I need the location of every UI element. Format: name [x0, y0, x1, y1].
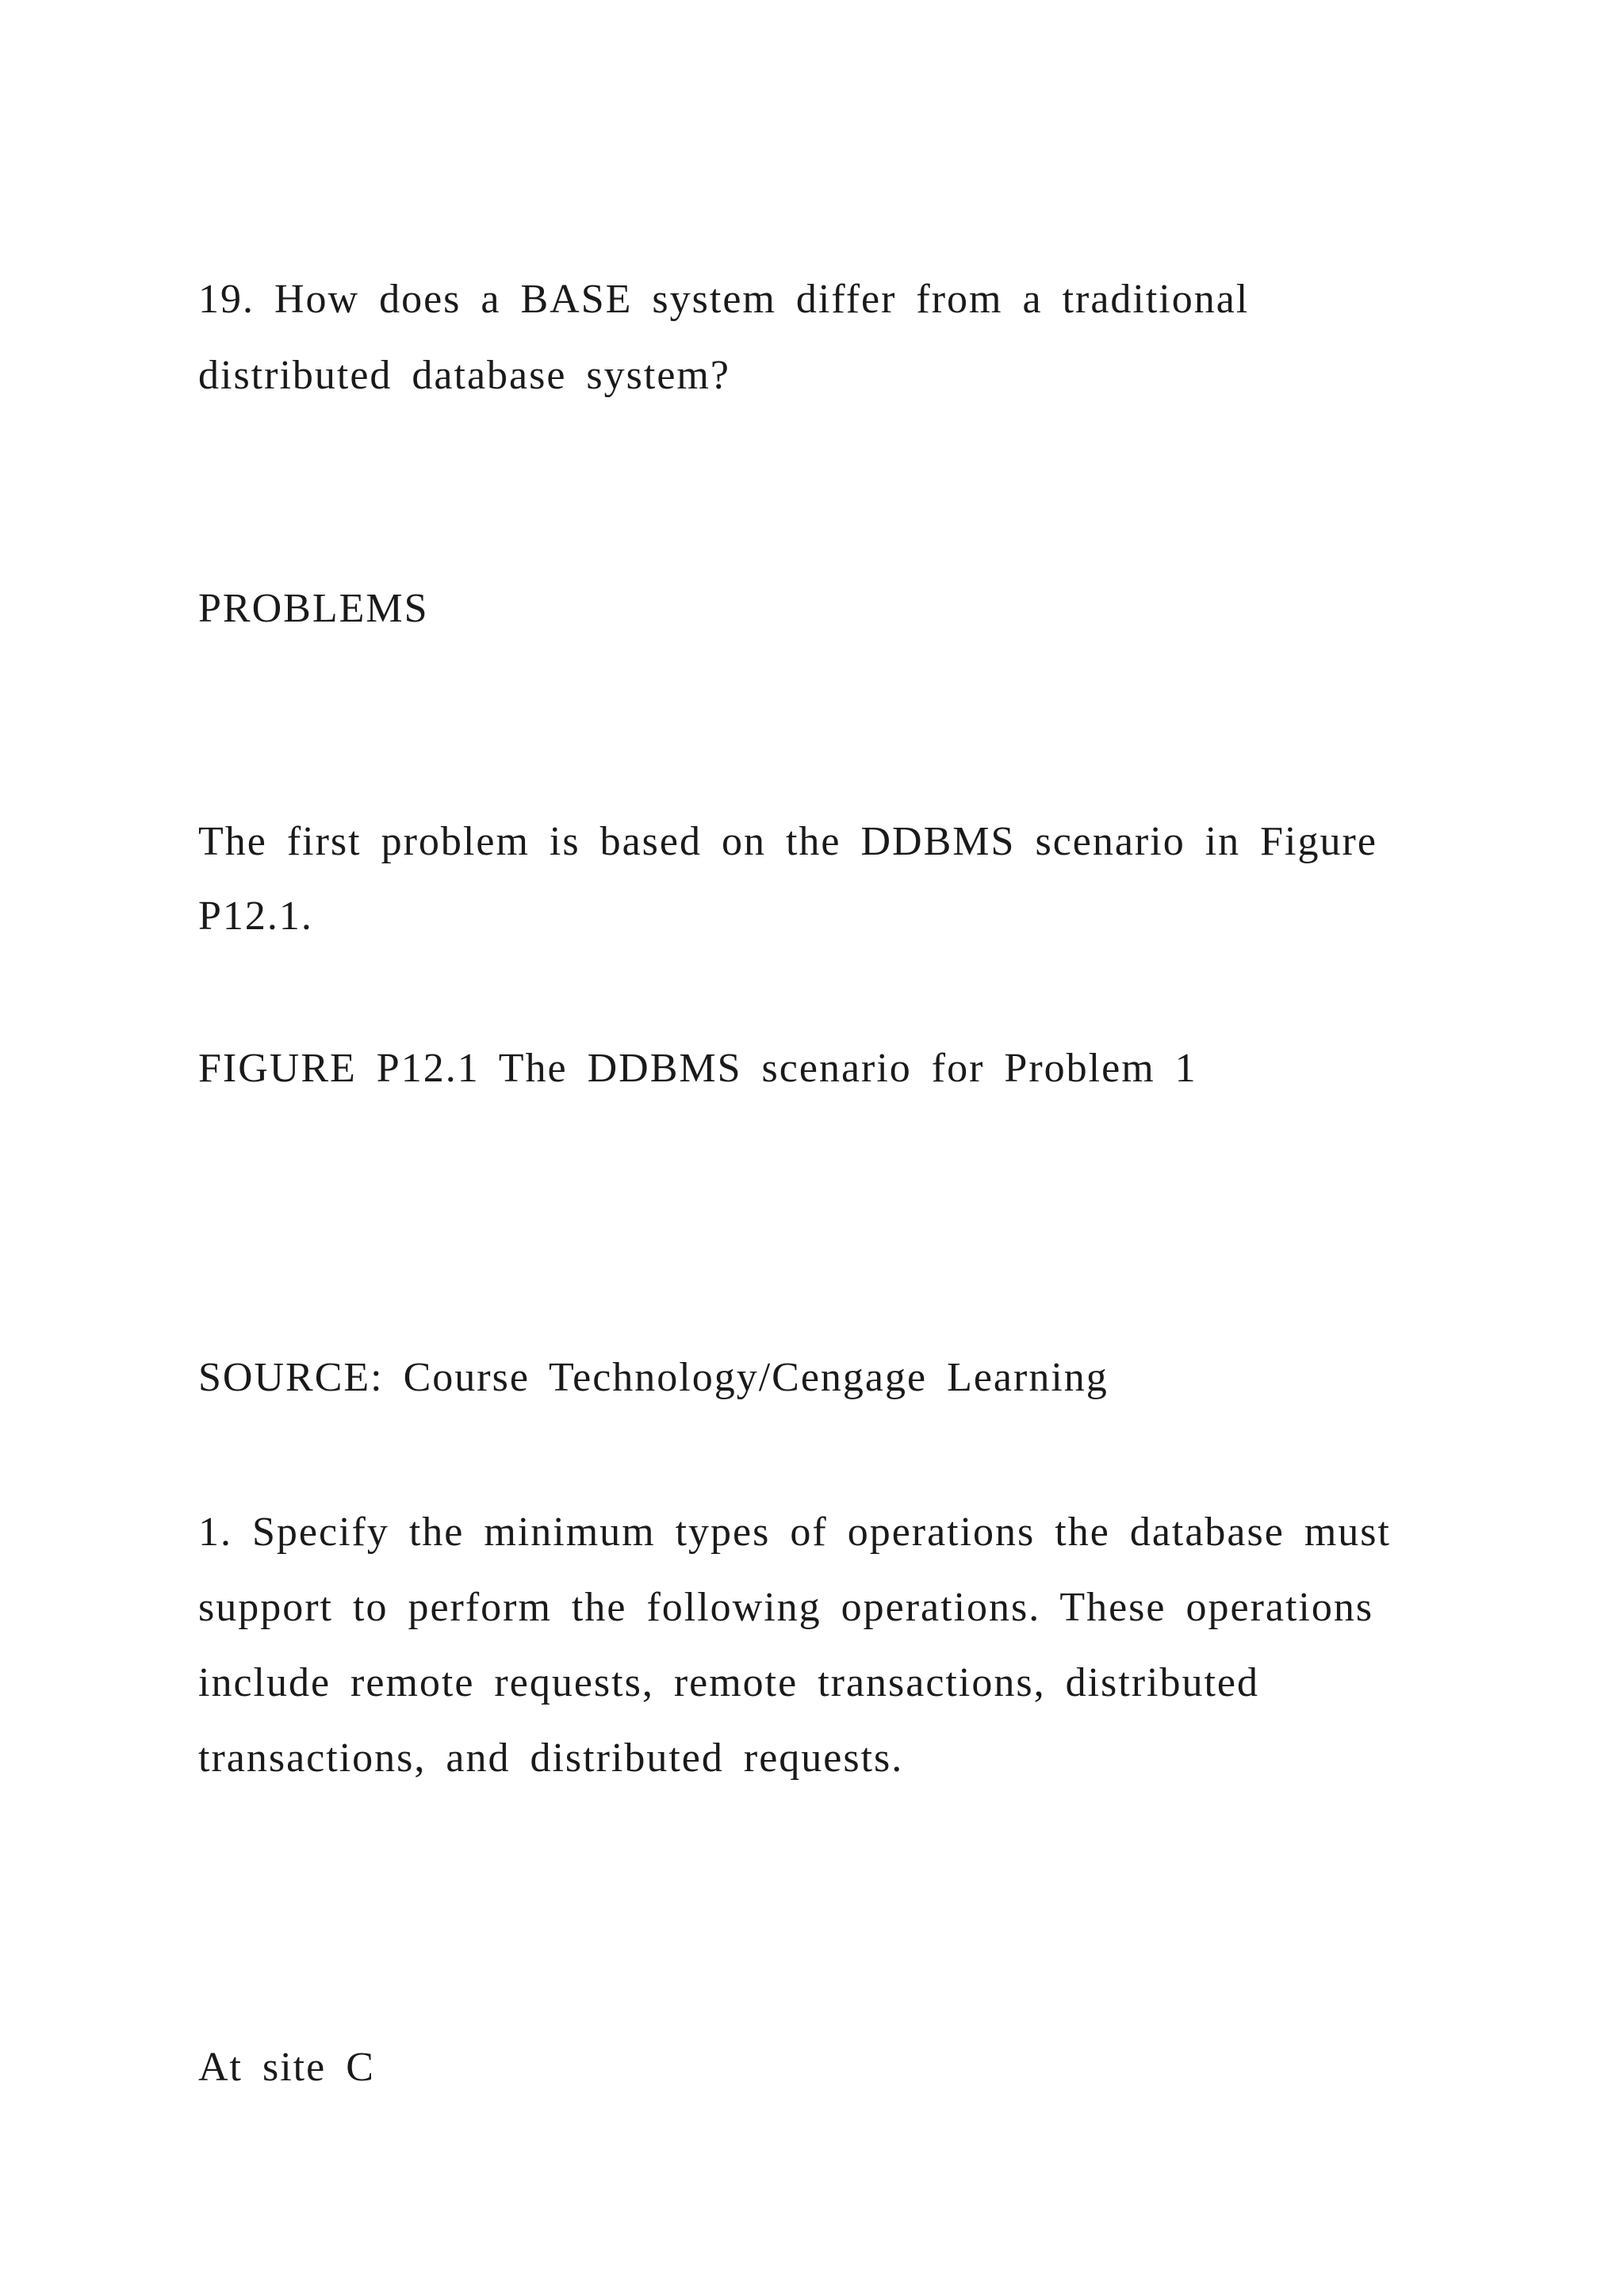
question-19-line-1: 19. How does a BASE system differ from a traditional — [198, 277, 1250, 322]
intro-line-1: The first problem is based on the DDBMS scenario in Figure — [198, 819, 1377, 864]
problem-1-line-1: 1. Specify the minimum types of operations the database must — [198, 1510, 1391, 1555]
problem-1-line-3: include remote requests, remote transactions, distributed — [198, 1660, 1259, 1705]
problem-1-line-2: support to perform the following operations. These operations — [198, 1585, 1374, 1630]
figure-source: SOURCE: Course Technology/Cengage Learning — [198, 1355, 1109, 1400]
problems-heading: PROBLEMS — [198, 586, 429, 631]
intro-line-2: P12.1. — [198, 894, 313, 939]
figure-caption: FIGURE P12.1 The DDBMS scenario for Problem 1 — [198, 1046, 1197, 1091]
question-19-line-2: distributed database system? — [198, 353, 730, 398]
problem-1-line-4: transactions, and distributed requests. — [198, 1735, 904, 1781]
site-c-label: At site C — [198, 2045, 375, 2090]
